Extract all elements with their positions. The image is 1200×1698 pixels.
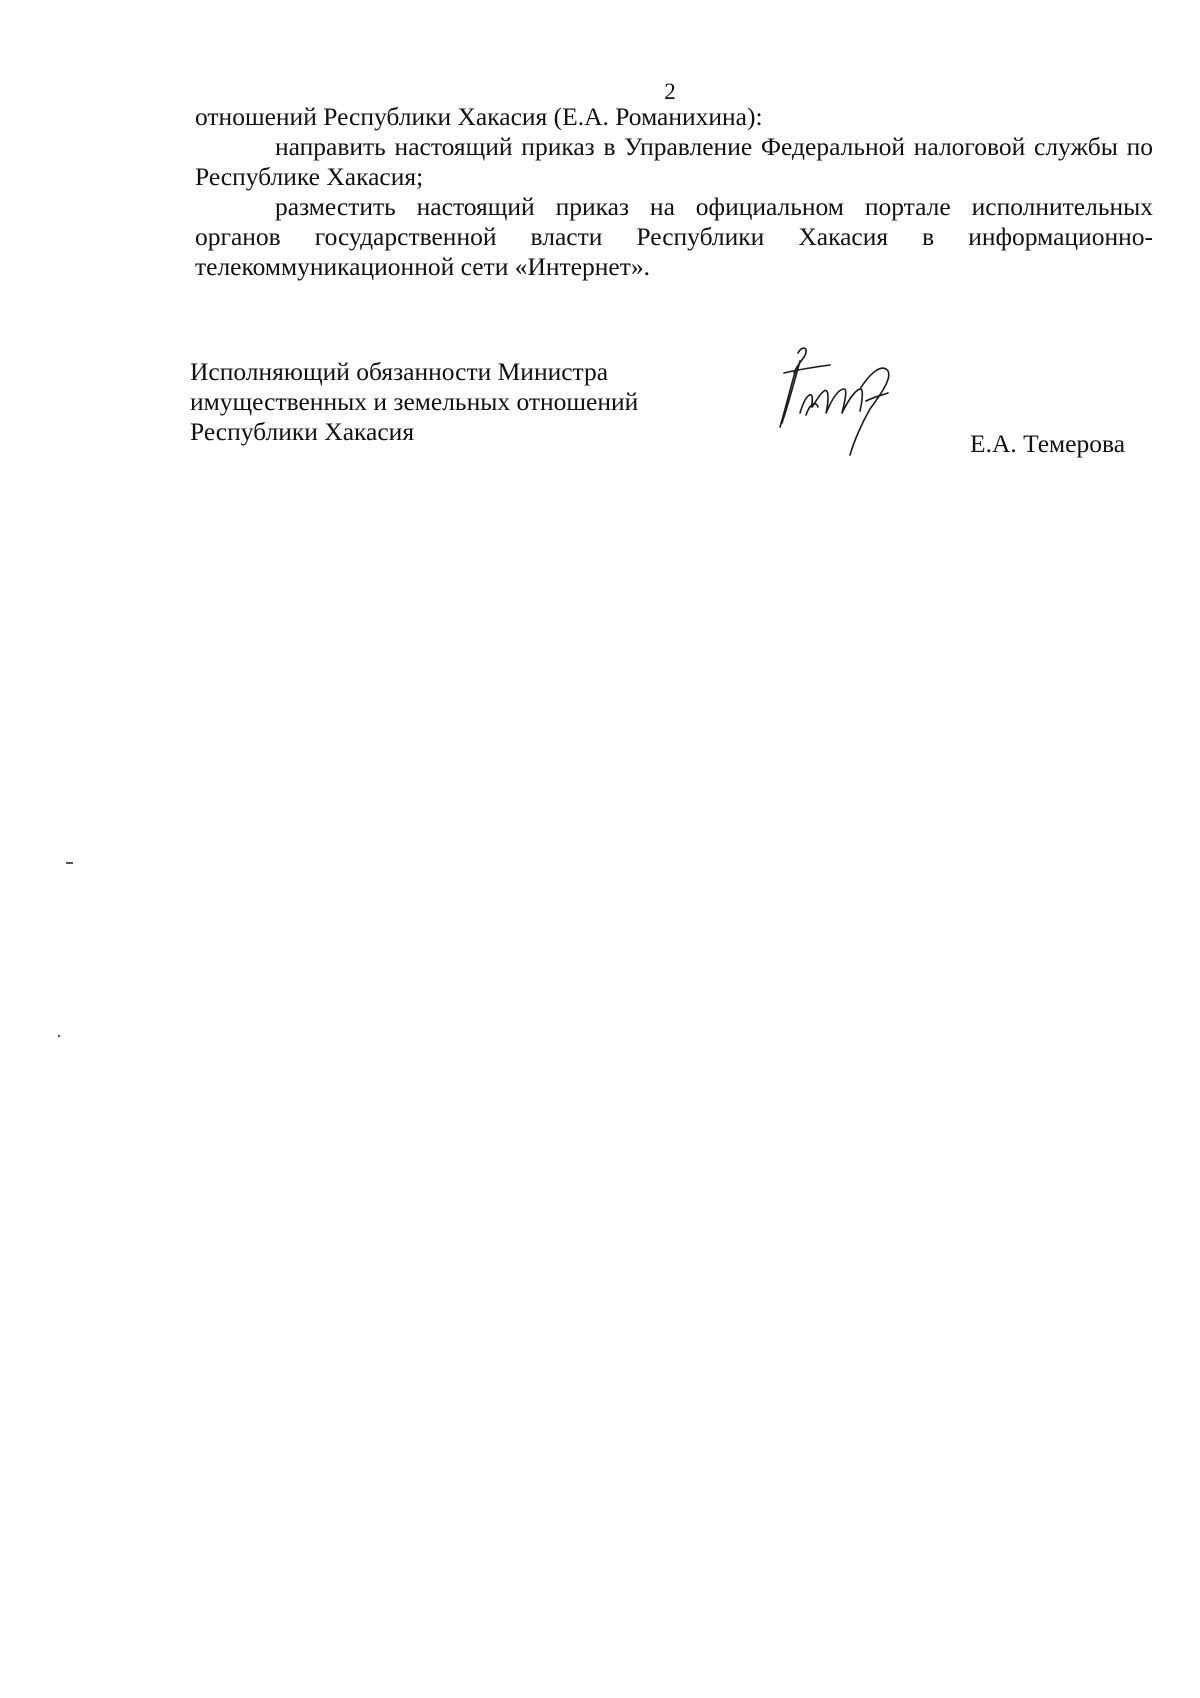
signatory-title [190,357,710,447]
paragraph-continuation: отношений Республики Хакасия (Е.А. Романихина): [195,102,763,131]
document-body [195,102,1153,282]
signatory-title-line: Республики Хакасия [190,417,415,446]
signer-name: Е.А. Темерова [970,429,1126,458]
page-number: 2 [664,79,676,104]
scan-artifact [66,862,73,864]
paragraph-send-to-tax-service: направить настоящий приказ в Управление Федеральной налоговой службы по Республике Хакасия; [195,132,1153,191]
signatory-title-line: Исполняющий обязанности Министра [190,357,609,386]
paragraph-publish-on-portal: разместить настоящий приказ на официальном портале исполнительных органов государственной власти Республики Хакасия в информационно-телекоммуникационной сети «Интернет». [195,192,1153,281]
scan-artifact [58,1035,60,1037]
handwritten-signature [770,343,900,463]
signatory-title-line: имущественных и земельных отношений [190,387,639,416]
